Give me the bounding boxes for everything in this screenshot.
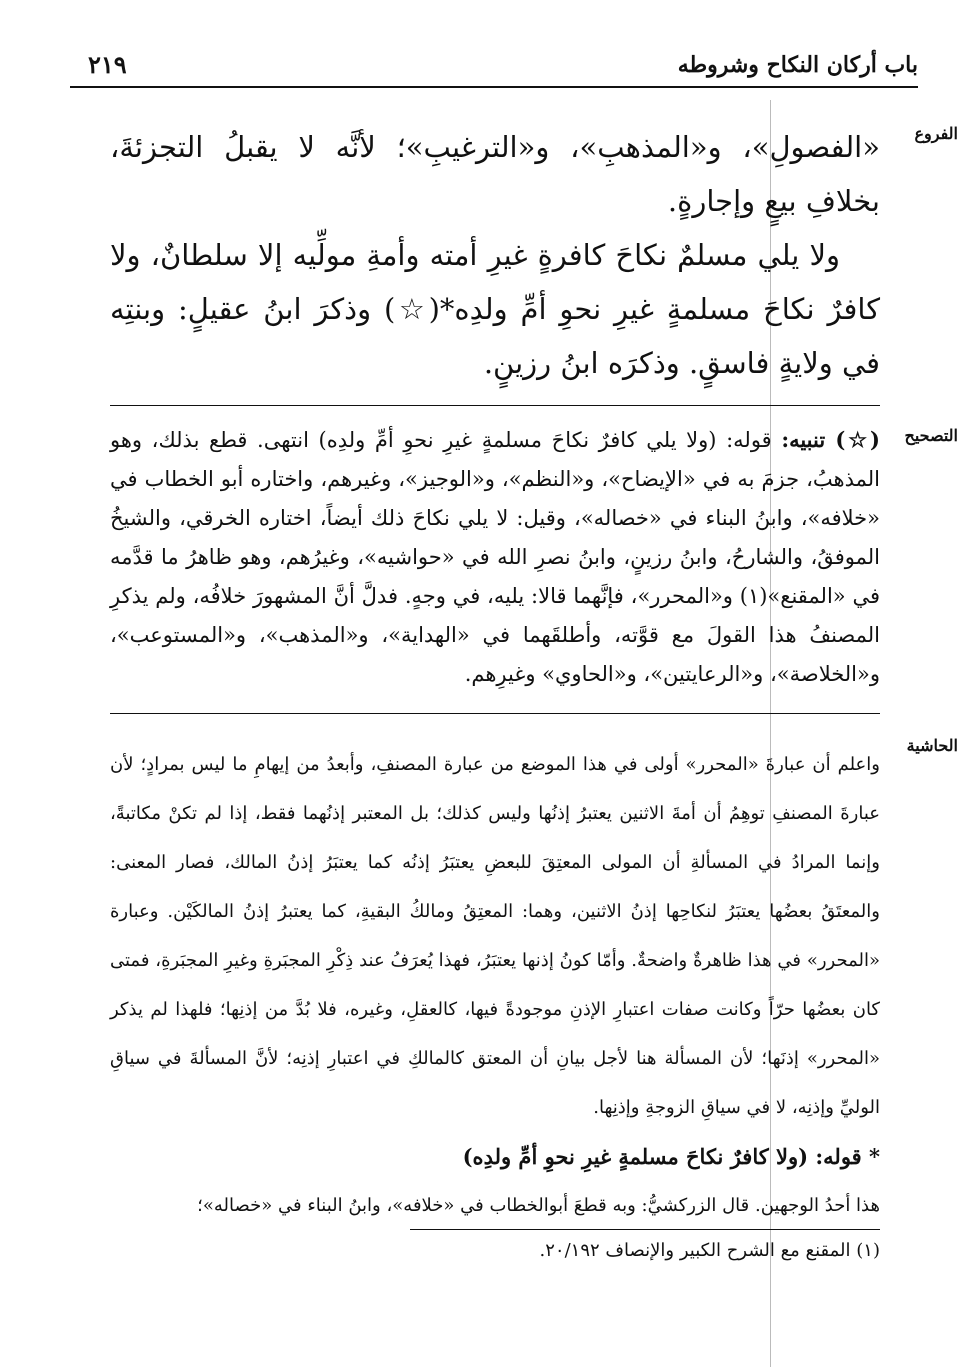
- tashih-body: قوله: (ولا يلي كافرٌ نكاحَ مسلمةٍ غيرِ نحوِ أمِّ ولدِه) انتهى. قطع بذلك، وهو المذهبُ، جزمَ به في «الإيضاح»، و«النظم»، و«الوجيز»، وغيرهم، واختاره أبو الخطاب في «خلافه»، وابنُ البناء في «خصاله»، وقيل: لا يلي نكاحَ ذلك أيضاً، اختاره الخرقي، والشيخُ الموفقُ، والشارحُ، وابنُ رزينٍ، وابنُ نصرِ الله في «حواشيه»، وغيرُهم، وهو ظاهرُ ما قدَّمه في «المقنع»(١) و«المحرر»، فإنَّهما قالا: يليه، في وجهٍ. فدلَّ أنَّ المشهورَ خلافُه، ولم يذكرِ المصنفُ هذا القولَ مع قوَّته، وأطلقَهما في «الهداية»، و«المذهب»، و«المستوعب»، و«الخلاصة»، و«الرعايتين»، و«الحاوي» وغيرِهم.: [110, 428, 880, 686]
- running-title: باب أركان النكاح وشروطه: [677, 52, 918, 78]
- tashih-lead: (☆) تنبيه:: [781, 427, 880, 452]
- label-tashih: التصحيح: [904, 426, 958, 445]
- hashiya-qawl-heading: * قوله: (ولا كافرٌ نكاحَ مسلمةٍ غيرِ نحوِ أمِّ ولدِه): [462, 1144, 880, 1169]
- section-divider: [110, 713, 880, 714]
- footnote: (١) المقنع مع الشرح الكبير والإنصاف ٢٠/١٩٢.: [539, 1240, 880, 1261]
- label-furu: الفروع: [914, 124, 958, 143]
- main-text: [110, 120, 880, 390]
- section-divider: [110, 405, 880, 406]
- page-header: [70, 46, 918, 88]
- hashiya-text: [110, 740, 880, 1230]
- page-number: ٢١٩: [88, 50, 127, 79]
- hashiya-paragraph-1: واعلم أن عبارةَ «المحرر» أولى في هذا الموضع من عبارة المصنفِ، وأبعدُ من إيهامِ ما ليس بمرادٍ؛ لأن عبارةَ المصنفِ توهِمُ أن أمةَ الاثنين يعتبرُ إذنُها وليس كذلك؛ بل المعتبر إذنُهما فقط، إذا لم تكنْ مكاتبةً، وإنما المرادُ في المسألةِ أن المولى المعتِقَ للبعضِ يعتبَرُ إذنُه كما يعتبَرُ إذنُ المالك، فصار المعنى: والمعتَقُ بعضُها يعتبَرُ لنكاحِها إذنُ الاثنين، وهما: المعتِقُ ومالكُ البقيةِ، كما يعتبرُ إذنُ المالكَيْن. وعبارة «المحرر» في هذا ظاهرةٌ واضحةٌ. وأمّا كونُ إذنها يعتبَرُ، فهذا يُعرَفُ عند ذِكْرِ المجبَرةِ وغيرِ المجبَرةِ، فمتى كان بعضُها حرّاً وكانت صفات اعتبارِ الإذنِ موجودةً فيها، كالعقلِ، وغيره، فلا بُدَّ من إذنِها؛ فلهذا لم يذكر «المحرر» إذنَها؛ لأن المسألة هنا لأجل بيانِ أن المعتق كالمالكِ في اعتبارِ إذنِه؛ لأنَّ المسألةَ في سياقِ الوليِّ وإذنِه، لا في سياقِ الزوجةِ وإذنِها.: [110, 754, 880, 1118]
- main-paragraph-1: «الفصولِ»، و«المذهبِ»، و«الترغيبِ»؛ لأنَّه لا يقبلُ التجزئةَ، بخلافِ بيعٍ وإجارةٍ.: [110, 130, 880, 218]
- footnote-divider: [410, 1229, 880, 1230]
- tashih-text: [110, 420, 880, 694]
- main-paragraph-2: ولا يلي مسلمٌ نكاحَ كافرةٍ غيرِ أمته وأمةِ مولِّيه إلا سلطانٌ، ولا كافرٌ نكاحَ مسلمةٍ غيرِ نحوِ أمِّ ولدِه*(☆) وذكرَ ابنُ عقيلٍ: وبنتِه في ولايةٍ فاسقٍ. وذكرَه ابنُ رزينٍ.: [110, 238, 880, 380]
- hashiya-paragraph-2: هذا أحدُ الوجهين. قال الزركشيُّ: وبه قطعَ أبوالخطاب في «خلافه»، وابنُ البناء في «خصاله»؛: [197, 1195, 880, 1216]
- label-hashiya: الحاشية: [906, 736, 958, 755]
